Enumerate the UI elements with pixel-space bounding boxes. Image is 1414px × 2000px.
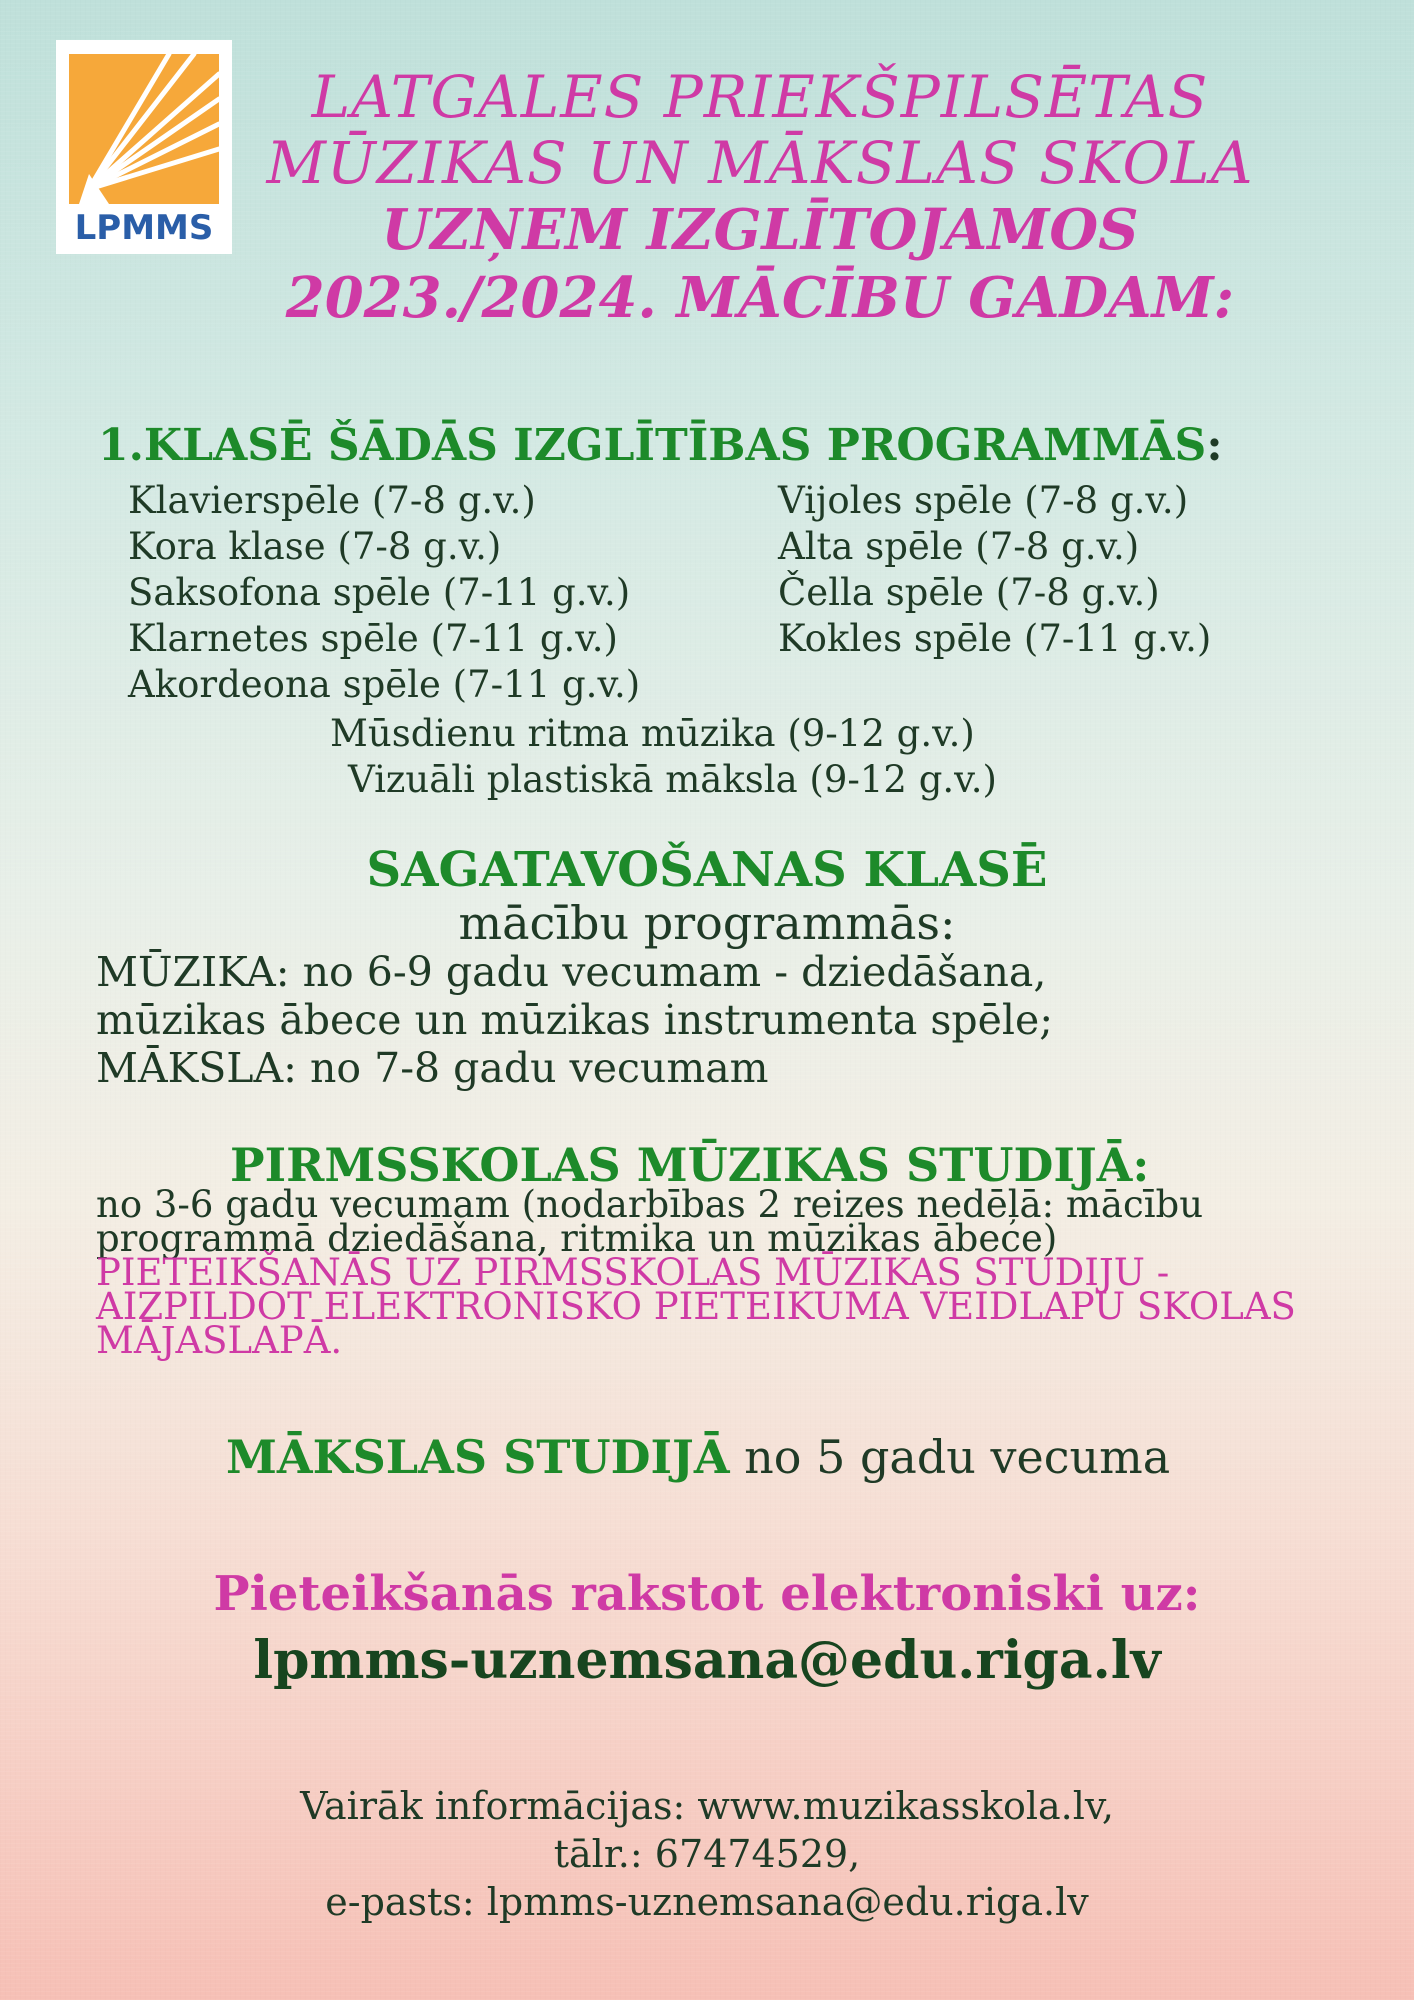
admission-line2: 2023./2024. MĀCĪBU GADAM: [285, 265, 1235, 331]
programs-left-list [128, 478, 640, 708]
program-item: Čella spēle (7-8 g.v.) [778, 571, 1160, 614]
application-label: Pieteikšanās rakstot elektroniski uz: [213, 1566, 1201, 1622]
art-studio [226, 1430, 1170, 1484]
program-item: Akordeona spēle (7-11 g.v.) [128, 663, 641, 706]
programs-right-list [778, 478, 1211, 662]
preparatory-subheading: mācību programmās: [458, 896, 956, 950]
footer-website[interactable]: Vairāk informācijas: www.muzikasskola.lv, [300, 1784, 1114, 1828]
school-name [230, 64, 1290, 196]
program-item: Alta spēle (7-8 g.v.) [778, 525, 1140, 568]
preschool-text: no 3-6 gadu vecumam (nodarbības 2 reizes nedēļā: mācību programmā dziedāšana, ritmika un mūzikas ābece) [96, 1183, 1204, 1260]
footer-email[interactable]: e-pasts: lpmms-uznemsana@edu.riga.lv [325, 1880, 1089, 1924]
preschool-application-note: PIETEIKŠANĀS UZ PIRMSSKOLAS MŪZIKAS STUDIJU - AIZPILDOT ELEKTRONISKO PIETEIKUMA VEIDLAPU SKOLAS MĀJASLAPĀ. [96, 1251, 1296, 1362]
preparatory-heading: SAGATAVOŠANAS KLASĒ [366, 842, 1048, 898]
program-item: Saksofona spēle (7-11 g.v.) [128, 571, 631, 614]
art-studio-text: no 5 gadu vecuma [744, 1430, 1171, 1484]
art-studio-heading: MĀKSLAS STUDIJĀ [226, 1430, 730, 1484]
preschool-heading: PIRMSSKOLAS MŪZIKAS STUDIJĀ: [230, 1138, 1150, 1192]
preparatory-line: MĀKSLA: no 7-8 gadu vecumam [96, 1044, 769, 1092]
preparatory-body [96, 948, 1053, 1092]
preparatory-line: MŪZIKA: no 6-9 gadu vecumam - dziedāšana, [96, 948, 1047, 996]
preparatory-line: mūzikas ābece un mūzikas instrumenta spēle; [96, 996, 1054, 1044]
program-item: Kora klase (7-8 g.v.) [128, 525, 502, 568]
logo-sunburst-icon [69, 54, 219, 204]
application-email[interactable]: lpmms-uznemsana@edu.riga.lv [253, 1630, 1161, 1691]
program-item: Klavierspēle (7-8 g.v.) [128, 479, 536, 522]
program-item: Klarnetes spēle (7-11 g.v.) [128, 617, 618, 660]
admission-title [230, 196, 1290, 332]
program-item-rhythm: Mūsdienu ritma mūzika (9-12 g.v.) [330, 712, 975, 755]
program-item-visual-art: Vizuāli plastiskā māksla (9-12 g.v.) [348, 758, 997, 801]
school-name-line2: MŪZIKAS UN MĀKSLAS SKOLA [266, 129, 1254, 197]
logo-text: LPMMS [74, 208, 214, 248]
footer-phone: tālr.: 67474529, [553, 1832, 861, 1876]
school-name-line1: LATGALES PRIEKŠPILSĒTAS [311, 63, 1209, 131]
footer-contacts [0, 1782, 1414, 1926]
admission-line1: UZŅEM IZGLĪTOJAMOS [381, 197, 1139, 263]
school-logo [56, 40, 232, 254]
programs-heading: 1.KLASĒ ŠĀDĀS IZGLĪTĪBAS PROGRAMMĀS: [98, 420, 1223, 471]
program-item: Vijoles spēle (7-8 g.v.) [778, 479, 1189, 522]
program-item: Kokles spēle (7-11 g.v.) [778, 617, 1212, 660]
preschool-body [96, 1183, 1326, 1362]
